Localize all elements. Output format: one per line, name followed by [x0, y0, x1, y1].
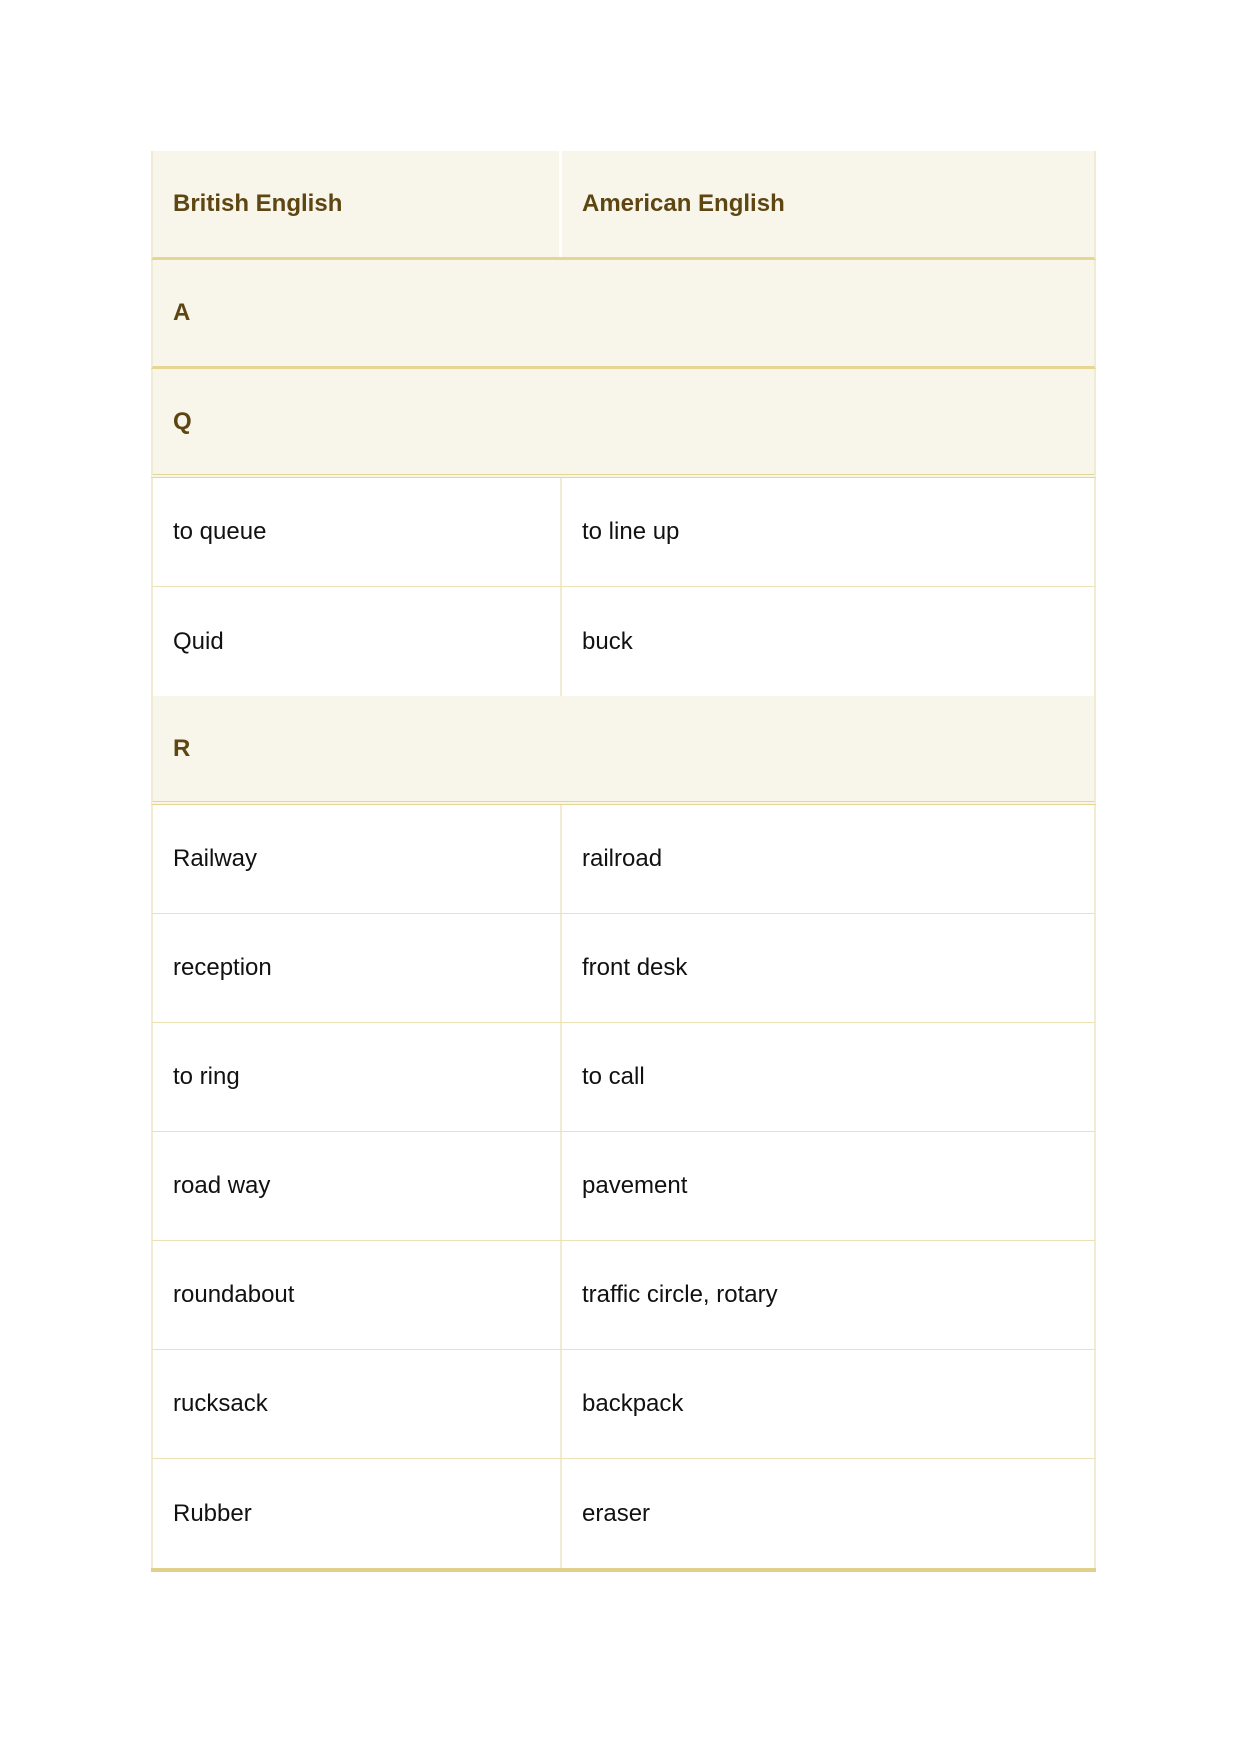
- table-row: [151, 1350, 1096, 1459]
- british-term: to ring: [153, 1023, 562, 1131]
- table-row: [151, 1241, 1096, 1350]
- british-term: Railway: [153, 805, 562, 913]
- american-term: to call: [582, 1063, 645, 1090]
- table-row: [151, 1132, 1096, 1241]
- british-term: reception: [153, 914, 562, 1022]
- british-term: to queue: [153, 478, 562, 586]
- section-letter-r: R: [173, 734, 191, 762]
- section-row-r: [151, 696, 1096, 805]
- american-term: front desk: [582, 954, 688, 981]
- section-letter-q: Q: [173, 407, 192, 435]
- british-term: rucksack: [153, 1350, 562, 1458]
- british-term: Rubber: [153, 1459, 562, 1568]
- american-term: eraser: [582, 1499, 651, 1527]
- section-letter-a: A: [173, 299, 191, 326]
- british-term: roundabout: [153, 1241, 562, 1349]
- header-american-english: American English: [582, 190, 785, 217]
- american-term: backpack: [582, 1390, 684, 1417]
- american-term: to line up: [582, 518, 680, 545]
- header-british-english: British English: [153, 151, 562, 257]
- vocabulary-table: [151, 151, 1096, 1572]
- american-term: buck: [582, 627, 633, 655]
- american-term: traffic circle, rotary: [582, 1281, 778, 1308]
- table-row: [151, 1023, 1096, 1132]
- table-row: [151, 914, 1096, 1023]
- table-header-row: [151, 151, 1096, 260]
- american-term: railroad: [582, 845, 663, 872]
- british-term: Quid: [153, 587, 562, 696]
- table-row: [151, 805, 1096, 914]
- section-row-q: [151, 369, 1096, 478]
- table-row: [151, 1459, 1096, 1568]
- british-term: road way: [153, 1132, 562, 1240]
- table-row: [151, 478, 1096, 587]
- american-term: pavement: [582, 1172, 688, 1199]
- section-row-a: [151, 260, 1096, 369]
- table-row: [151, 587, 1096, 696]
